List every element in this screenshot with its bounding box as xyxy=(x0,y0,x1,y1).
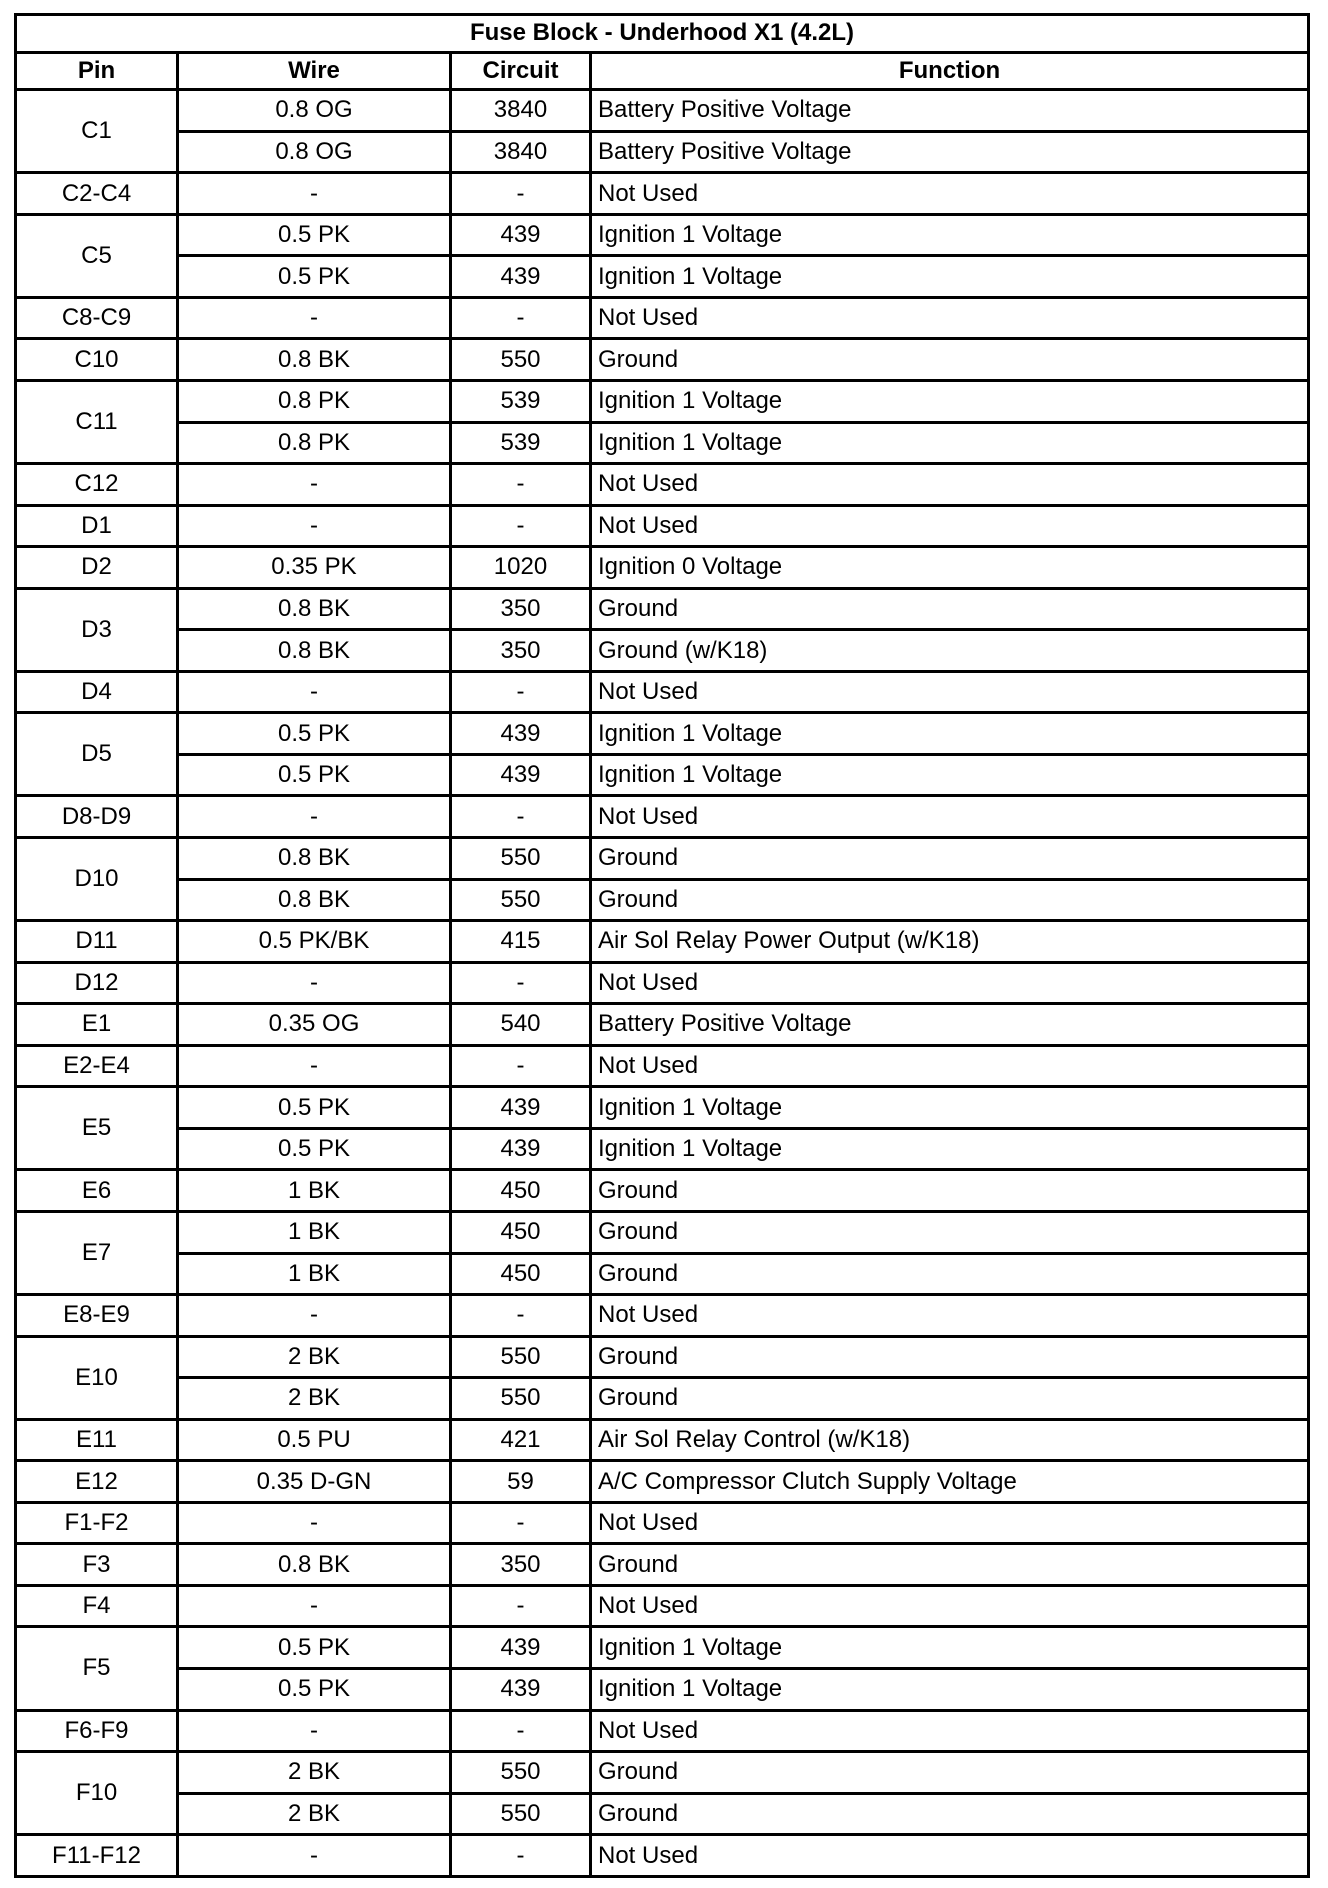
pin-cell: D1 xyxy=(16,505,178,547)
table-row xyxy=(16,879,1309,921)
table-row xyxy=(16,1544,1309,1586)
function-cell: Not Used xyxy=(591,173,1309,215)
circuit-cell: 550 xyxy=(451,1378,591,1420)
circuit-cell: 450 xyxy=(451,1170,591,1212)
wire-cell: 2 BK xyxy=(178,1793,451,1835)
wire-cell: - xyxy=(178,297,451,339)
circuit-cell: - xyxy=(451,1585,591,1627)
function-cell: Not Used xyxy=(591,505,1309,547)
pin-cell: E1 xyxy=(16,1004,178,1046)
table-row xyxy=(16,962,1309,1004)
circuit-cell: - xyxy=(451,962,591,1004)
title-row xyxy=(16,15,1309,53)
table-row xyxy=(16,1461,1309,1503)
pin-cell: F1-F2 xyxy=(16,1502,178,1544)
function-cell: Ground xyxy=(591,588,1309,630)
table-row xyxy=(16,1295,1309,1337)
wire-cell: 0.5 PK xyxy=(178,1627,451,1669)
table-row xyxy=(16,547,1309,589)
circuit-cell: - xyxy=(451,173,591,215)
table-row xyxy=(16,1170,1309,1212)
wire-cell: - xyxy=(178,1585,451,1627)
wire-cell: 0.5 PK xyxy=(178,214,451,256)
table-row xyxy=(16,1087,1309,1129)
function-cell: Not Used xyxy=(591,1585,1309,1627)
circuit-cell: 415 xyxy=(451,921,591,963)
wire-cell: - xyxy=(178,1835,451,1877)
function-cell: Not Used xyxy=(591,1045,1309,1087)
table-title: Fuse Block - Underhood X1 (4.2L) xyxy=(16,15,1309,53)
table-row xyxy=(16,1793,1309,1835)
circuit-cell: - xyxy=(451,1710,591,1752)
wire-cell: 0.8 BK xyxy=(178,339,451,381)
table-row xyxy=(16,1585,1309,1627)
table-row xyxy=(16,131,1309,173)
function-cell: Ground xyxy=(591,339,1309,381)
circuit-cell: 59 xyxy=(451,1461,591,1503)
wire-cell: 0.8 PK xyxy=(178,381,451,423)
table-row xyxy=(16,713,1309,755)
wire-cell: 0.8 OG xyxy=(178,131,451,173)
circuit-cell: 3840 xyxy=(451,131,591,173)
table-row xyxy=(16,838,1309,880)
function-cell: Ignition 1 Voltage xyxy=(591,754,1309,796)
circuit-cell: 439 xyxy=(451,1128,591,1170)
table-row xyxy=(16,505,1309,547)
function-cell: Not Used xyxy=(591,962,1309,1004)
function-cell: Air Sol Relay Control (w/K18) xyxy=(591,1419,1309,1461)
function-cell: Ground xyxy=(591,1211,1309,1253)
pin-cell: C8-C9 xyxy=(16,297,178,339)
column-header-function: Function xyxy=(591,52,1309,90)
wire-cell: - xyxy=(178,1295,451,1337)
wire-cell: 0.8 BK xyxy=(178,630,451,672)
pin-cell: D8-D9 xyxy=(16,796,178,838)
wire-cell: 0.8 PK xyxy=(178,422,451,464)
circuit-cell: - xyxy=(451,464,591,506)
circuit-cell: - xyxy=(451,505,591,547)
pin-cell: D5 xyxy=(16,713,178,796)
circuit-cell: - xyxy=(451,1502,591,1544)
function-cell: Not Used xyxy=(591,1502,1309,1544)
table-row xyxy=(16,1253,1309,1295)
circuit-cell: 439 xyxy=(451,256,591,298)
table-row xyxy=(16,754,1309,796)
wire-cell: 0.5 PK xyxy=(178,754,451,796)
function-cell: Not Used xyxy=(591,796,1309,838)
pin-cell: F11-F12 xyxy=(16,1835,178,1877)
circuit-cell: 1020 xyxy=(451,547,591,589)
column-header-wire: Wire xyxy=(178,52,451,90)
table-row xyxy=(16,671,1309,713)
wire-cell: - xyxy=(178,671,451,713)
function-cell: Ground xyxy=(591,1253,1309,1295)
function-cell: Ignition 1 Voltage xyxy=(591,713,1309,755)
pin-cell: E7 xyxy=(16,1211,178,1294)
wire-cell: - xyxy=(178,505,451,547)
pin-cell: C10 xyxy=(16,339,178,381)
circuit-cell: 550 xyxy=(451,879,591,921)
pin-cell: E10 xyxy=(16,1336,178,1419)
circuit-cell: 439 xyxy=(451,754,591,796)
pin-cell: C11 xyxy=(16,381,178,464)
table-row xyxy=(16,422,1309,464)
circuit-cell: - xyxy=(451,1045,591,1087)
table-row xyxy=(16,1004,1309,1046)
table-row xyxy=(16,339,1309,381)
table-row xyxy=(16,214,1309,256)
circuit-cell: 550 xyxy=(451,1752,591,1794)
circuit-cell: 350 xyxy=(451,1544,591,1586)
table-row xyxy=(16,1710,1309,1752)
circuit-cell: 439 xyxy=(451,214,591,256)
wire-cell: 0.5 PK/BK xyxy=(178,921,451,963)
function-cell: Not Used xyxy=(591,1295,1309,1337)
wire-cell: 1 BK xyxy=(178,1211,451,1253)
header-row xyxy=(16,52,1309,90)
circuit-cell: - xyxy=(451,796,591,838)
circuit-cell: 550 xyxy=(451,1793,591,1835)
function-cell: Ignition 0 Voltage xyxy=(591,547,1309,589)
circuit-cell: 550 xyxy=(451,1336,591,1378)
function-cell: Battery Positive Voltage xyxy=(591,1004,1309,1046)
wire-cell: 0.5 PK xyxy=(178,1668,451,1710)
function-cell: Battery Positive Voltage xyxy=(591,131,1309,173)
table-row xyxy=(16,297,1309,339)
wire-cell: 0.5 PK xyxy=(178,1087,451,1129)
function-cell: Not Used xyxy=(591,671,1309,713)
function-cell: Ground xyxy=(591,1170,1309,1212)
table-row xyxy=(16,630,1309,672)
pin-cell: C2-C4 xyxy=(16,173,178,215)
function-cell: Ground xyxy=(591,1336,1309,1378)
pin-cell: F6-F9 xyxy=(16,1710,178,1752)
circuit-cell: 439 xyxy=(451,1627,591,1669)
circuit-cell: 550 xyxy=(451,339,591,381)
pin-cell: F10 xyxy=(16,1752,178,1835)
table-row xyxy=(16,1502,1309,1544)
function-cell: Ignition 1 Voltage xyxy=(591,214,1309,256)
pin-cell: D3 xyxy=(16,588,178,671)
wire-cell: - xyxy=(178,796,451,838)
circuit-cell: - xyxy=(451,1835,591,1877)
wire-cell: 0.5 PK xyxy=(178,256,451,298)
wire-cell: 0.8 BK xyxy=(178,879,451,921)
table-row xyxy=(16,256,1309,298)
table-row xyxy=(16,588,1309,630)
wire-cell: 0.35 PK xyxy=(178,547,451,589)
circuit-cell: 539 xyxy=(451,381,591,423)
function-cell: Ground xyxy=(591,1544,1309,1586)
table-row xyxy=(16,1627,1309,1669)
circuit-cell: - xyxy=(451,671,591,713)
pin-cell: D11 xyxy=(16,921,178,963)
table-body xyxy=(16,90,1309,1877)
wire-cell: 2 BK xyxy=(178,1336,451,1378)
wire-cell: 0.5 PU xyxy=(178,1419,451,1461)
circuit-cell: 421 xyxy=(451,1419,591,1461)
wire-cell: - xyxy=(178,464,451,506)
function-cell: Ground xyxy=(591,1793,1309,1835)
wire-cell: - xyxy=(178,173,451,215)
column-header-pin: Pin xyxy=(16,52,178,90)
circuit-cell: 439 xyxy=(451,713,591,755)
pin-cell: C1 xyxy=(16,90,178,173)
wire-cell: - xyxy=(178,1045,451,1087)
wire-cell: 0.8 BK xyxy=(178,1544,451,1586)
function-cell: Not Used xyxy=(591,464,1309,506)
pin-cell: E6 xyxy=(16,1170,178,1212)
table-row xyxy=(16,464,1309,506)
circuit-cell: - xyxy=(451,297,591,339)
function-cell: Ignition 1 Voltage xyxy=(591,381,1309,423)
function-cell: Not Used xyxy=(591,1710,1309,1752)
circuit-cell: 439 xyxy=(451,1087,591,1129)
circuit-cell: 540 xyxy=(451,1004,591,1046)
table-row xyxy=(16,173,1309,215)
circuit-cell: 350 xyxy=(451,588,591,630)
wire-cell: 0.5 PK xyxy=(178,713,451,755)
function-cell: Ground xyxy=(591,1378,1309,1420)
table-row xyxy=(16,1835,1309,1877)
pin-cell: E8-E9 xyxy=(16,1295,178,1337)
pin-cell: D12 xyxy=(16,962,178,1004)
pin-cell: F4 xyxy=(16,1585,178,1627)
pin-cell: E11 xyxy=(16,1419,178,1461)
table-row xyxy=(16,1211,1309,1253)
wire-cell: 1 BK xyxy=(178,1170,451,1212)
table-row xyxy=(16,1378,1309,1420)
wire-cell: 0.8 OG xyxy=(178,90,451,132)
table-row xyxy=(16,796,1309,838)
wire-cell: 2 BK xyxy=(178,1378,451,1420)
circuit-cell: 550 xyxy=(451,838,591,880)
wire-cell: - xyxy=(178,962,451,1004)
wire-cell: - xyxy=(178,1710,451,1752)
function-cell: A/C Compressor Clutch Supply Voltage xyxy=(591,1461,1309,1503)
pin-cell: C12 xyxy=(16,464,178,506)
wire-cell: 0.35 OG xyxy=(178,1004,451,1046)
function-cell: Ignition 1 Voltage xyxy=(591,1128,1309,1170)
function-cell: Ignition 1 Voltage xyxy=(591,256,1309,298)
function-cell: Not Used xyxy=(591,297,1309,339)
wire-cell: 0.8 BK xyxy=(178,838,451,880)
table-row xyxy=(16,1419,1309,1461)
pin-cell: E2-E4 xyxy=(16,1045,178,1087)
wire-cell: 2 BK xyxy=(178,1752,451,1794)
fuse-block-pinout-table xyxy=(14,13,1310,1878)
pin-cell: D2 xyxy=(16,547,178,589)
circuit-cell: 450 xyxy=(451,1253,591,1295)
function-cell: Ground (w/K18) xyxy=(591,630,1309,672)
function-cell: Ignition 1 Voltage xyxy=(591,1668,1309,1710)
circuit-cell: 539 xyxy=(451,422,591,464)
table-row xyxy=(16,381,1309,423)
table-row xyxy=(16,90,1309,132)
pin-cell: F3 xyxy=(16,1544,178,1586)
circuit-cell: 450 xyxy=(451,1211,591,1253)
table-row xyxy=(16,921,1309,963)
function-cell: Air Sol Relay Power Output (w/K18) xyxy=(591,921,1309,963)
function-cell: Ground xyxy=(591,879,1309,921)
circuit-cell: - xyxy=(451,1295,591,1337)
column-header-circuit: Circuit xyxy=(451,52,591,90)
function-cell: Ground xyxy=(591,838,1309,880)
table-row xyxy=(16,1128,1309,1170)
pin-cell: D10 xyxy=(16,838,178,921)
table-row xyxy=(16,1752,1309,1794)
pin-cell: E5 xyxy=(16,1087,178,1170)
pin-cell: D4 xyxy=(16,671,178,713)
function-cell: Ignition 1 Voltage xyxy=(591,422,1309,464)
wire-cell: - xyxy=(178,1502,451,1544)
function-cell: Ground xyxy=(591,1752,1309,1794)
circuit-cell: 439 xyxy=(451,1668,591,1710)
table-row xyxy=(16,1668,1309,1710)
function-cell: Not Used xyxy=(591,1835,1309,1877)
wire-cell: 0.35 D-GN xyxy=(178,1461,451,1503)
wire-cell: 0.5 PK xyxy=(178,1128,451,1170)
table-row xyxy=(16,1045,1309,1087)
pin-cell: E12 xyxy=(16,1461,178,1503)
wire-cell: 1 BK xyxy=(178,1253,451,1295)
function-cell: Ignition 1 Voltage xyxy=(591,1627,1309,1669)
wire-cell: 0.8 BK xyxy=(178,588,451,630)
circuit-cell: 350 xyxy=(451,630,591,672)
function-cell: Ignition 1 Voltage xyxy=(591,1087,1309,1129)
pin-cell: F5 xyxy=(16,1627,178,1710)
function-cell: Battery Positive Voltage xyxy=(591,90,1309,132)
circuit-cell: 3840 xyxy=(451,90,591,132)
pin-cell: C5 xyxy=(16,214,178,297)
table-row xyxy=(16,1336,1309,1378)
